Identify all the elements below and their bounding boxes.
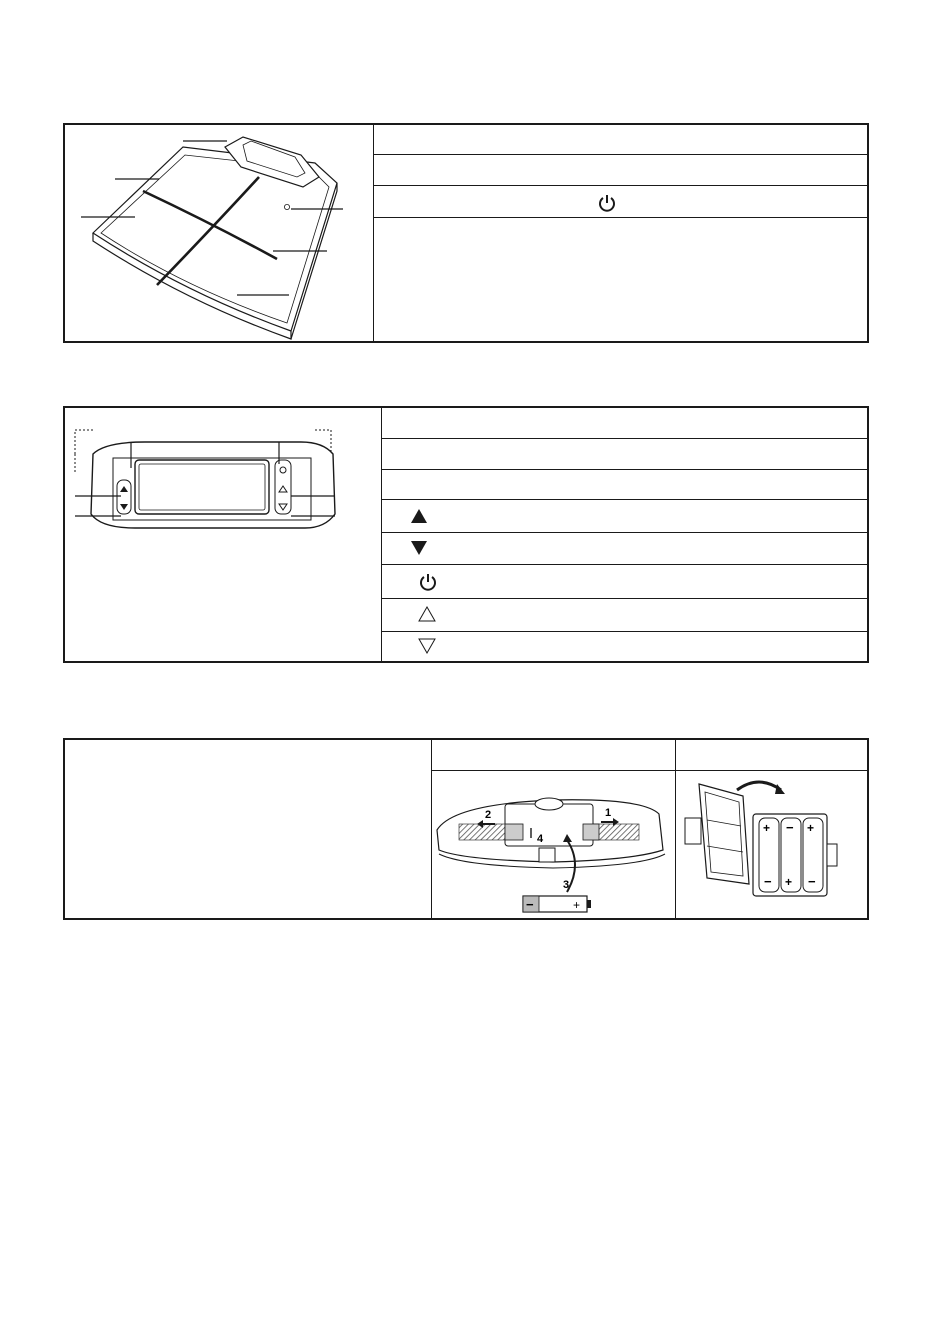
filled-down-arrow-icon xyxy=(410,540,428,556)
battery-insert-illustration xyxy=(433,774,673,918)
compartment-polarity-1: + xyxy=(763,821,771,835)
display-unit-panel xyxy=(63,406,869,663)
compartment-polarity-4: − xyxy=(764,874,772,889)
battery-plus-label: + xyxy=(573,898,581,912)
power-icon xyxy=(418,572,438,592)
step-label-4: 4 xyxy=(537,833,544,845)
compartment-polarity-5: + xyxy=(785,875,793,889)
compartment-polarity-6: − xyxy=(808,874,816,889)
outline-up-arrow-icon xyxy=(418,606,436,622)
compartment-polarity-3: + xyxy=(807,821,815,835)
scale-overview-panel xyxy=(63,123,869,343)
battery-panel xyxy=(63,738,869,920)
step-label-2: 2 xyxy=(485,809,492,821)
filled-up-arrow-icon xyxy=(410,508,428,524)
battery-minus-label: − xyxy=(526,897,534,912)
step-label-1: 1 xyxy=(605,807,612,819)
step-label-3: 3 xyxy=(563,879,570,891)
battery-compartment-illustration xyxy=(677,774,867,918)
power-icon xyxy=(597,193,617,213)
scale-illustration xyxy=(65,125,375,341)
compartment-polarity-2: − xyxy=(786,820,794,835)
display-unit-illustration xyxy=(65,408,383,548)
outline-down-arrow-icon xyxy=(418,638,436,654)
